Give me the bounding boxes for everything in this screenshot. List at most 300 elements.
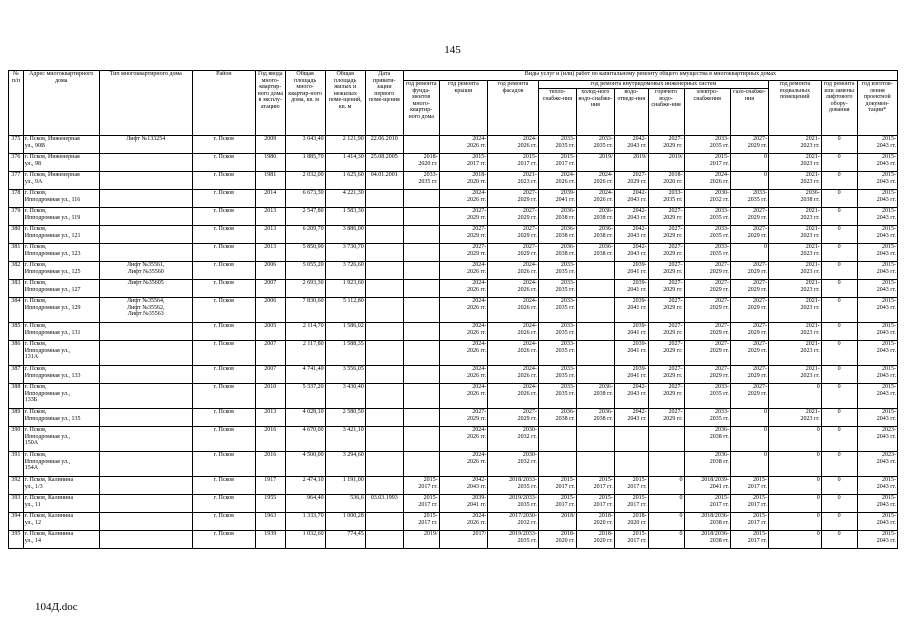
cell-drainage-line: 2017 гг. [627,537,647,544]
cell-design-line: 2043 гг. [876,433,896,440]
cell-drainage [614,531,648,549]
cell-type [99,452,192,477]
cell-foundation-line: 2017 гг. [418,519,438,526]
cell-roof [439,154,488,172]
cell-design-line: 2015- [882,323,896,329]
cell-address-line: Ипподромная ул., [24,347,70,354]
cell-address-line: 131А [24,354,39,360]
cell-year: 2014 [255,190,285,208]
cell-heat-line: 2035 гг. [555,304,575,311]
cell-basement-line: 2021- [805,244,820,250]
cell-basement [768,477,821,495]
cell-cold-water-line: 2033- [598,136,613,142]
cell-design-line: 2015- [882,172,896,178]
cell-cold-water-line: 2038 гг. [593,390,613,397]
cell-priv-date: 04.01.2001 [365,172,403,190]
cell-drainage-line: 2043 гг. [627,232,647,239]
cell-type [99,341,192,366]
cell-roof [439,452,488,477]
cell-roof-line: 2017/ [472,531,487,537]
cell-year: 2013 [255,208,285,226]
cell-electric [684,513,730,531]
cell-area-total: 5 055,20 [285,262,325,280]
cell-gas-line: 2027- [752,280,767,286]
cell-cold-water [576,366,614,384]
cell-hot-water [648,280,684,298]
cell-district: г. Псков [192,531,255,549]
cell-lift [821,280,857,298]
cell-electric-line: 2036- [714,427,729,433]
cell-roof-line: 2027- [472,208,487,214]
cell-lift-line: 0 [837,190,841,196]
cell-drainage-line: 2042- [632,226,647,232]
cell-priv-date [365,244,403,262]
cell-basement-line: 2021- [805,172,820,178]
table-row [9,427,898,452]
cell-heat [538,323,576,341]
cell-basement-line: 0 [816,427,820,433]
cell-electric-line: 2027- [714,298,729,304]
cell-electric-line: 2027- [714,341,729,347]
cell-area-living: 3 430,40 [325,384,365,409]
cell-facade-line: 2035 гг. [517,537,537,544]
cell-area-total: 1 333,70 [285,513,325,531]
cell-design-line: 2043 гг. [876,483,896,490]
cell-basement-line: 0 [816,513,820,519]
page-number: 145 [444,44,461,56]
cell-hot-water-line: 2029 гг. [663,304,683,311]
cell-hot-water [648,154,684,172]
cell-address-line: г. Псков, [24,384,47,390]
cell-year: 2007 [255,341,285,366]
cell-roof [439,226,488,244]
cell-electric [684,531,730,549]
cell-type [99,531,192,549]
cell-hot-water [648,298,684,323]
cell-area-total: 4 741,40 [285,366,325,384]
cell-address-line: Ипподромная ул., 123 [24,250,81,257]
cell-address-line: г. Псков, Калинина [24,495,74,501]
header-num: № п/п [9,71,24,136]
cell-hot-water [648,341,684,366]
cell-lift-line: 0 [837,495,841,501]
cell-area-total: 7 830,60 [285,298,325,323]
cell-lift [821,226,857,244]
cell-design-line: 2015- [882,244,896,250]
cell-basement [768,172,821,190]
cell-address-line: Ипподромная ул., 133 [24,372,81,379]
cell-basement [768,427,821,452]
cell-type [99,384,192,409]
cell-gas-line: 2027- [752,298,767,304]
cell-hot-water [648,495,684,513]
cell-foundation [403,190,439,208]
cell-cold-water-line: 2018- [598,531,613,537]
cell-address-line: 154А [24,465,39,471]
cell-num: 384 [9,298,24,323]
cell-area-total: 964,40 [285,495,325,513]
cell-district: г. Псков [192,136,255,154]
cell-heat-line: 2041 гг. [555,196,575,203]
cell-priv-date [365,513,403,531]
cell-district: г. Псков [192,495,255,513]
cell-lift-line: 0 [837,427,841,433]
cell-basement-line: 0 [816,531,820,537]
cell-gas-line: 2029 гг. [747,390,767,397]
cell-gas-line: 2015- [752,495,767,501]
cell-cold-water [576,384,614,409]
cell-lift-line: 0 [837,280,841,286]
cell-roof-line: 2042- [472,477,487,483]
cell-lift-line: 0 [837,208,841,214]
cell-gas [730,323,768,341]
cell-hot-water [648,262,684,280]
cell-heat-line: 2036- [560,226,575,232]
cell-facade-line: 2030- [522,452,537,458]
header-type: Тип многоквартирного дома [99,71,192,136]
cell-lift [821,154,857,172]
cell-design-line: 2015- [882,262,896,268]
cell-electric-line: 2035 гг. [709,390,729,397]
cell-heat-line: 2033- [560,262,575,268]
cell-area-living: 774,45 [325,531,365,549]
cell-electric-line: 2029 гг. [709,286,729,293]
cell-facade-line: 2026 гг. [517,372,537,379]
cell-cold-water [576,262,614,280]
cell-drainage [614,262,648,280]
header-area-total: Общая площадь много-квартир-ного дома, кв. м [285,71,325,136]
cell-roof-line: 2027- [472,244,487,250]
cell-cold-water-line: 2024- [598,172,613,178]
cell-roof-line: 2029 гг. [466,250,487,257]
cell-facade [488,495,539,513]
cell-cold-water [576,154,614,172]
cell-electric-line: 2027- [714,366,729,372]
cell-drainage-line: 2041 гг. [627,329,647,336]
cell-lift-line: 0 [837,513,841,519]
cell-basement-line: 2021- [805,136,820,142]
cell-drainage-line: 2043 гг. [627,214,647,221]
cell-drainage-line: 2043 гг. [627,390,647,397]
cell-hot-water-line: 2020 гг. [663,178,683,185]
table-row [9,384,898,409]
cell-address-line: г. Псков, [24,323,47,329]
cell-design-line: 2015- [882,531,896,537]
header-electric: электро-снабжения [684,89,730,136]
cell-heat-line: 2033- [560,341,575,347]
cell-facade-line: 2024- [522,280,537,286]
cell-year: 2016 [255,452,285,477]
cell-hot-water [648,323,684,341]
cell-basement-line: 2021- [805,341,820,347]
cell-facade-line: 2027- [522,208,537,214]
cell-district: г. Псков [192,298,255,323]
cell-heat-line: 2033- [560,366,575,372]
cell-drainage [614,280,648,298]
cell-design [857,513,897,531]
cell-cold-water-line: 2036- [598,208,613,214]
cell-type [99,409,192,427]
cell-roof-line: 2026 гг. [466,458,487,465]
table-row [9,531,898,549]
cell-design-line: 2015- [882,513,896,519]
cell-area-total: 5 850,90 [285,244,325,262]
cell-foundation [403,244,439,262]
cell-design-line: 2043 гг. [876,304,896,311]
cell-basement-line: 2023 гг. [800,178,820,185]
cell-area-total: 4 028,10 [285,409,325,427]
cell-basement-line: 0 [816,452,820,458]
cell-heat-line: 2039- [560,190,575,196]
cell-lift-line: 0 [837,244,841,250]
cell-electric-line: 2030- [714,190,729,196]
cell-facade [488,298,539,323]
cell-design [857,226,897,244]
cell-facade-line: 2024- [522,298,537,304]
cell-design-line: 2043 гг. [876,347,896,354]
cell-roof-line: 2039- [472,495,487,501]
cell-roof [439,244,488,262]
cell-roof [439,323,488,341]
cell-hot-water-line: 2029 гг. [663,415,683,422]
cell-cold-water [576,172,614,190]
cell-hot-water [648,384,684,409]
cell-facade [488,208,539,226]
cell-district: г. Псков [192,172,255,190]
cell-hot-water [648,226,684,244]
cell-hot-water-line: 2029 гг. [663,214,683,221]
cell-heat-line: 2035 гг. [555,347,575,354]
cell-heat [538,208,576,226]
cell-drainage [614,409,648,427]
cell-gas-line: 2027- [752,341,767,347]
cell-gas-line: 0 [763,172,767,178]
cell-gas [730,495,768,513]
cell-basement-line: 2021- [805,366,820,372]
cell-address-line: ул., 90В [24,142,45,149]
cell-roof [439,427,488,452]
cell-cold-water-line: 2015- [598,495,613,501]
cell-roof-line: 2024- [472,452,487,458]
cell-district: г. Псков [192,323,255,341]
cell-drainage-line: 2015- [632,531,647,537]
cell-address-line: г. Псков, Инженерная [24,136,80,142]
table-row [9,477,898,495]
cell-heat [538,298,576,323]
cell-hot-water-line: 2027- [668,384,683,390]
cell-design [857,172,897,190]
cell-hot-water-line: 2027- [668,298,683,304]
cell-design [857,341,897,366]
cell-gas [730,409,768,427]
cell-gas-line: 2027- [752,262,767,268]
cell-gas [730,477,768,495]
cell-design-line: 2015- [882,280,896,286]
cell-design-line: 2043 гг. [876,178,896,185]
cell-priv-date [365,452,403,477]
cell-cold-water-line: 2026 гг. [593,178,613,185]
cell-hot-water-line: 2029 гг. [663,286,683,293]
cell-type-line: Лифт №35561, [126,262,165,268]
cell-electric [684,366,730,384]
cell-gas-line: 2029 гг. [747,372,767,379]
cell-facade-line: 2027- [522,226,537,232]
cell-drainage [614,172,648,190]
cell-facade [488,452,539,477]
cell-hot-water [648,477,684,495]
cell-address-line: г. Псков, Инженерная [24,154,80,160]
cell-drainage-line: 2042- [632,244,647,250]
cell-hot-water-line: 2029 гг. [663,232,683,239]
cell-lift-line: 0 [837,341,841,347]
cell-lift-line: 0 [837,172,841,178]
cell-address [23,409,99,427]
cell-gas-line: 2017 гг. [747,483,767,490]
cell-area-living: 1 414,30 [325,154,365,172]
cell-hot-water [648,366,684,384]
cell-roof-line: 2024- [472,323,487,329]
cell-design-line: 2015- [882,208,896,214]
cell-district: г. Псков [192,154,255,172]
cell-design-line: 2015- [882,477,896,483]
cell-address-line: г. Псков, Калинина [24,513,74,519]
cell-district: г. Псков [192,208,255,226]
table-row [9,226,898,244]
cell-heat [538,262,576,280]
cell-lift-line: 0 [837,384,841,390]
cell-drainage-line: 2043 гг. [627,142,647,149]
cell-hot-water-line: 2027- [668,323,683,329]
cell-address-line: г. Псков, [24,208,47,214]
cell-drainage [614,298,648,323]
cell-year: 2013 [255,226,285,244]
cell-num: 387 [9,366,24,384]
cell-area-living: 4 221,30 [325,190,365,208]
cell-heat [538,136,576,154]
cell-area-living: 3 886,00 [325,226,365,244]
cell-priv-date: 25.08.2005 [365,154,403,172]
cell-roof [439,513,488,531]
cell-type-line: Лифт №35564, [126,298,165,304]
cell-priv-date [365,190,403,208]
cell-drainage-line: 2039- [632,298,647,304]
cell-gas [730,513,768,531]
cell-roof-line: 2024- [472,513,487,519]
table-row [9,366,898,384]
cell-drainage [614,495,648,513]
cell-gas-line: 2029 гг. [747,214,767,221]
cell-type [99,477,192,495]
table-row [9,452,898,477]
cell-facade [488,136,539,154]
cell-electric-line: 2038 гг. [709,537,729,544]
header-design: год изготов-ления проектной докумен-тации* [857,81,897,136]
cell-basement-line: 2023 гг. [800,304,820,311]
cell-address [23,244,99,262]
cell-type [99,154,192,172]
cell-foundation-line: 2015- [423,495,438,501]
cell-cold-water [576,409,614,427]
header-roof: год ремонта крыши [439,81,488,136]
cell-lift-line: 0 [837,298,841,304]
cell-heat-line: 2018/ [561,513,575,519]
footer-filename: 104Д.doc [35,601,78,613]
cell-electric [684,298,730,323]
cell-drainage-line: 2017 гг. [627,501,647,508]
cell-facade-line: 2029 гг. [517,250,537,257]
cell-district: г. Псков [192,452,255,477]
cell-design [857,136,897,154]
cell-gas [730,366,768,384]
cell-design-line: 2015- [882,190,896,196]
cell-facade-line: 2024- [522,262,537,268]
cell-drainage [614,384,648,409]
cell-electric-line: 2035 гг. [709,250,729,257]
cell-cold-water-line: 2038 гг. [593,232,613,239]
cell-area-living: 1 583,30 [325,208,365,226]
cell-facade [488,190,539,208]
cell-gas-line: 2027- [752,208,767,214]
cell-electric [684,452,730,477]
cell-address-line: Ипподромная ул., 121 [24,232,81,239]
cell-basement-line: 2023 гг. [800,329,820,336]
cell-facade-line: 2027- [522,244,537,250]
cell-facade-line: 2024- [522,366,537,372]
cell-address-line: 150А [24,440,39,446]
cell-drainage-line: 2041 гг. [627,372,647,379]
cell-address-line: г. Псков, [24,409,47,415]
cell-electric [684,208,730,226]
cell-cold-water-line: 2036- [598,409,613,415]
cell-facade [488,427,539,452]
cell-heat-line: 2033- [560,280,575,286]
cell-design [857,384,897,409]
cell-design [857,495,897,513]
cell-electric-line: 2033- [714,244,729,250]
cell-foundation [403,226,439,244]
cell-year: 1980 [255,154,285,172]
cell-year: 1981 [255,172,285,190]
cell-basement-line: 2038 гг. [800,196,820,203]
cell-roof-line: 2026 гг. [466,372,487,379]
cell-facade-line: 2030- [522,427,537,433]
cell-num: 380 [9,226,24,244]
cell-electric [684,477,730,495]
cell-facade [488,262,539,280]
cell-heat [538,495,576,513]
cell-basement-line: 2023 гг. [800,232,820,239]
cell-address-line: г. Псков, Калинина [24,477,74,483]
cell-lift-line: 0 [837,136,841,142]
cell-lift [821,409,857,427]
cell-hot-water [648,190,684,208]
cell-heat-line: 2033- [560,384,575,390]
cell-facade-line: 2026 гг. [517,304,537,311]
cell-roof-line: 2020 гг. [466,178,487,185]
cell-heat-line: 2033- [560,136,575,142]
cell-drainage [614,208,648,226]
cell-design-line: 2043 гг. [876,329,896,336]
cell-cold-water [576,531,614,549]
cell-roof-line: 2026 гг. [466,329,487,336]
cell-drainage-line: 2039- [632,341,647,347]
cell-basement [768,452,821,477]
cell-hot-water [648,208,684,226]
cell-design-line: 2043 гг. [876,160,896,167]
cell-heat-line: 2024- [560,172,575,178]
cell-address-line: Ипподромная ул., 125 [24,268,81,275]
cell-design-line: 2015- [882,384,896,390]
